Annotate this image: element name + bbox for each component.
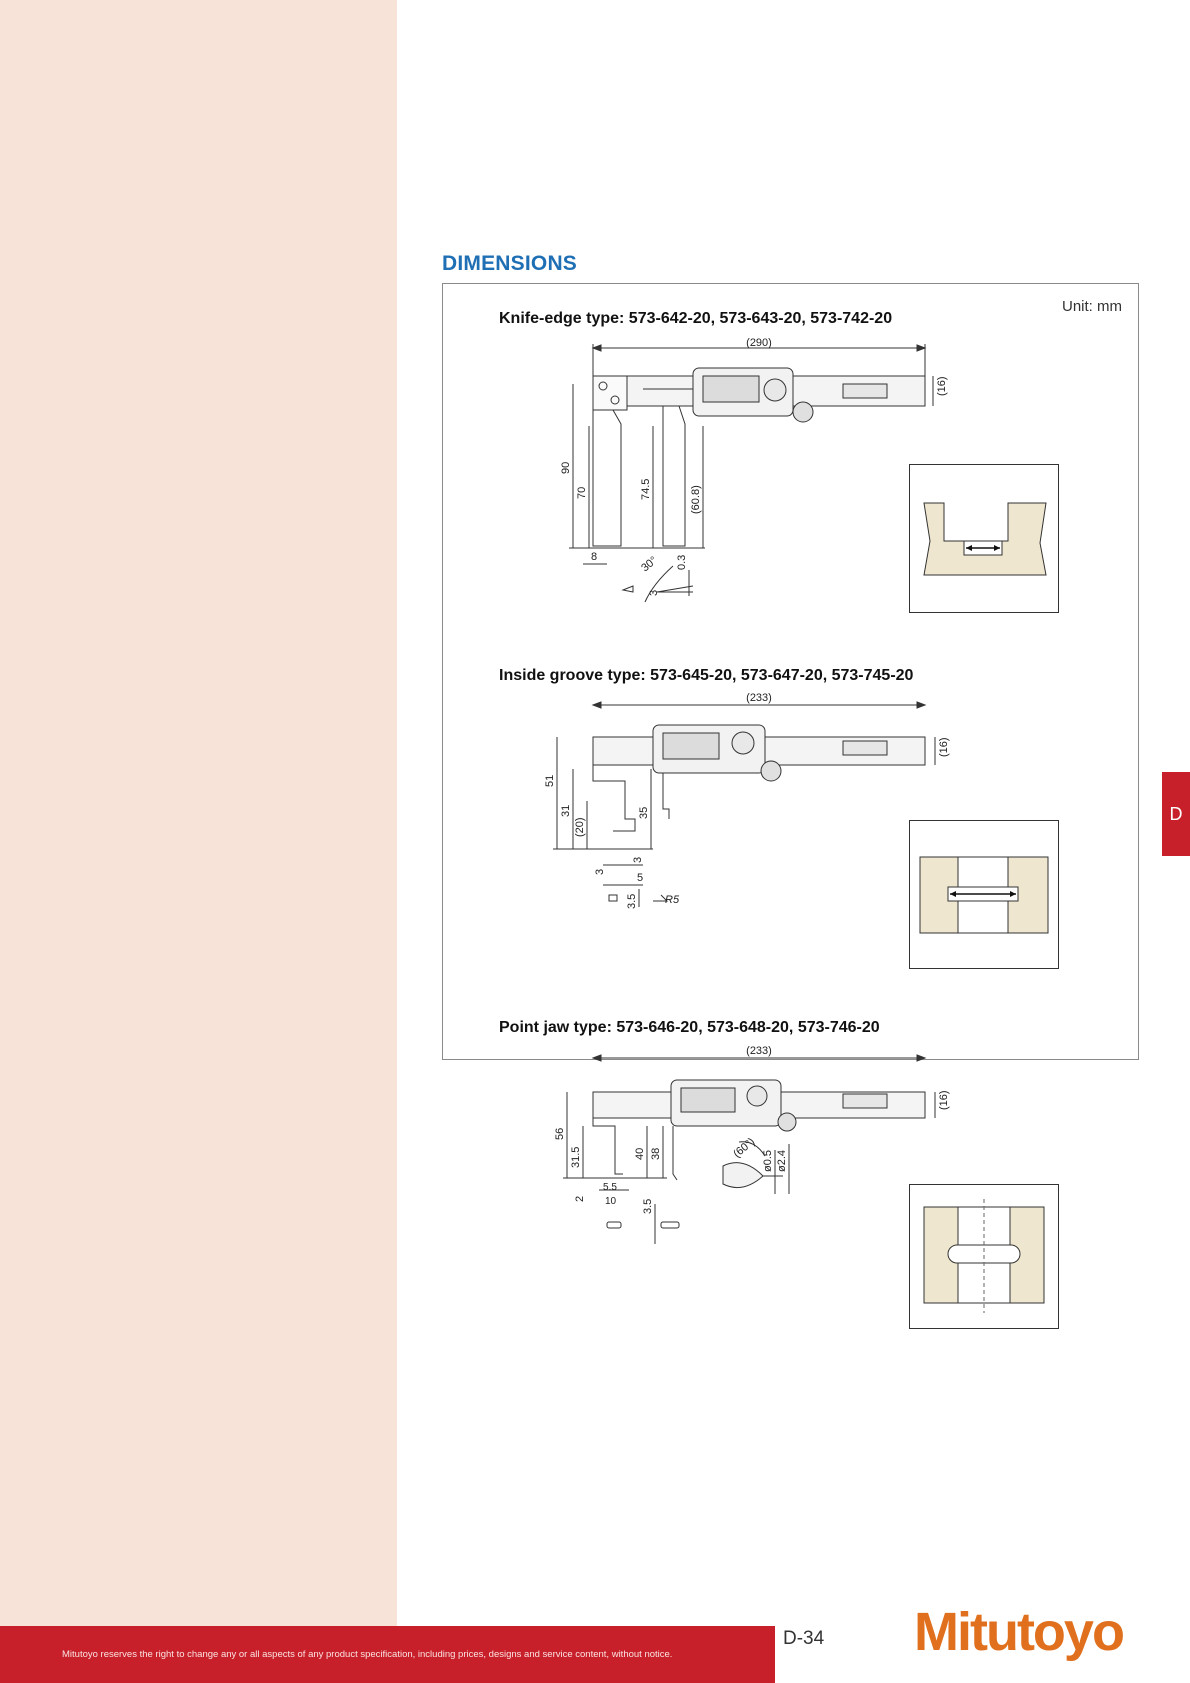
- point-jaw-heading: Point jaw type: 573-646-20, 573-648-20, 573-746-20: [499, 1019, 880, 1036]
- knife-60-8-label: (60.8): [690, 485, 702, 514]
- point-40-label: 40: [634, 1147, 646, 1160]
- groove-20-label: (20): [574, 817, 586, 837]
- point-0-5-label: ø0.5: [762, 1149, 774, 1172]
- point-5-5-label: 5.5: [603, 1182, 617, 1193]
- knife-0-3-label: 0.3: [676, 554, 688, 570]
- section-tab: D: [1162, 772, 1190, 856]
- knife-length-label: (290): [746, 337, 772, 349]
- point-10-label: 10: [605, 1196, 617, 1207]
- groove-thickness-label: (16): [938, 737, 950, 757]
- section-title: DIMENSIONS: [442, 252, 578, 275]
- point-2-4-label: ø2.4: [776, 1149, 788, 1172]
- knife-70-label: 70: [576, 486, 588, 499]
- knife-edge-detail: [909, 464, 1059, 613]
- left-side-panel: [0, 0, 397, 1626]
- point-length-label: (233): [746, 1045, 772, 1057]
- inside-groove-drawing: [543, 689, 950, 909]
- knife-74-5-label: 74.5: [640, 478, 652, 500]
- knife-3-label: 3: [648, 589, 660, 596]
- point-angle-label: (60°): [731, 1135, 758, 1161]
- point-thickness-label: (16): [938, 1090, 950, 1110]
- point-31-5-label: 31.5: [570, 1146, 582, 1168]
- knife-thickness-label: (16): [936, 376, 948, 396]
- footer-notice: Mitutoyo reserves the right to change any or all aspects of any product specification, including prices, designs and service content, without notice.: [62, 1649, 673, 1660]
- brand-logo-text: Mitutoyo: [914, 1602, 1123, 1662]
- knife-edge-drawing: [553, 334, 948, 604]
- groove-35-label: 35: [638, 806, 650, 819]
- groove-length-label: (233): [746, 692, 772, 704]
- inside-groove-detail: [909, 820, 1059, 969]
- groove-r5-label: R5: [665, 894, 680, 906]
- knife-90-label: 90: [560, 461, 572, 474]
- knife-8-label: 8: [591, 551, 598, 563]
- groove-51-label: 51: [544, 774, 556, 787]
- point-3-5-label: 3.5: [642, 1198, 654, 1214]
- groove-31-label: 31: [560, 804, 572, 817]
- point-jaw-detail: [909, 1184, 1059, 1329]
- point-jaw-drawing: [543, 1044, 950, 1254]
- inside-groove-heading: Inside groove type: 573-645-20, 573-647-20, 573-745-20: [499, 667, 914, 684]
- point-38-label: 38: [650, 1147, 662, 1160]
- groove-5-label: 5: [637, 872, 644, 884]
- page-number: D-34: [783, 1628, 825, 1649]
- knife-edge-heading: Knife-edge type: 573-642-20, 573-643-20, 573-742-20: [499, 310, 893, 327]
- knife-angle-label: 30°: [639, 554, 660, 575]
- point-56-label: 56: [554, 1127, 566, 1140]
- footer-bar: [0, 1626, 775, 1683]
- brand-logo: [910, 1598, 1146, 1664]
- point-2-label: 2: [574, 1195, 586, 1202]
- groove-3a-label: 3: [632, 856, 644, 863]
- dimensions-box: [442, 283, 1139, 1214]
- groove-3-5-label: 3.5: [626, 893, 638, 909]
- unit-label: Unit: mm: [1062, 298, 1122, 315]
- groove-3b-label: 3: [594, 868, 606, 875]
